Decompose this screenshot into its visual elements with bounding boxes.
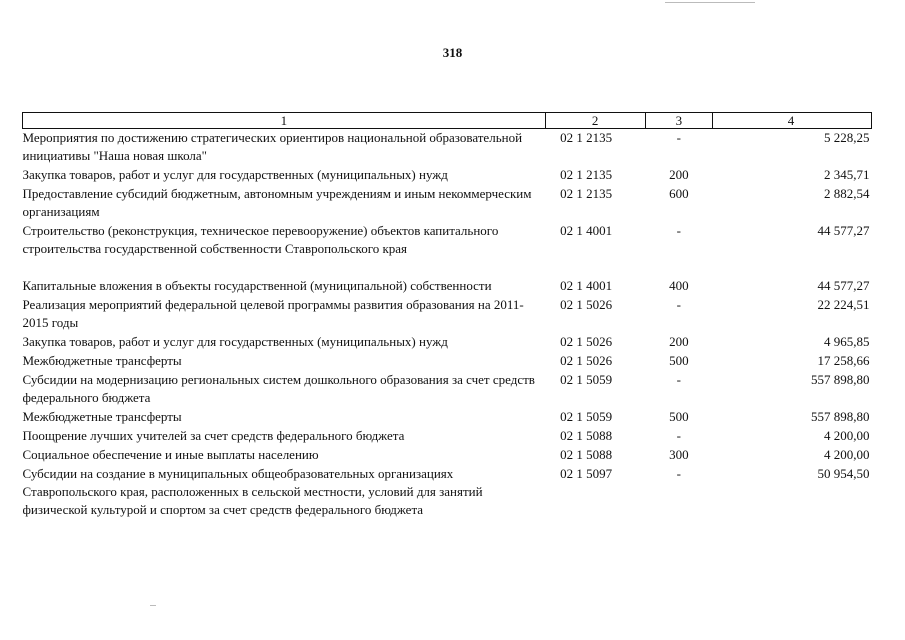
row-code: 02 1 5026 [560,334,613,349]
row-name: Предоставление субсидий бюджетным, автономным учреждениям и иным некоммерческим организациям [22,186,532,219]
row-code: 02 1 5088 [560,428,613,443]
row-sum: 4 200,00 [824,428,870,443]
header-col-2: 2 [545,113,645,129]
row-type: 300 [669,447,689,462]
table-row [23,296,872,333]
table-row [23,185,872,222]
table-body [23,129,872,521]
row-name: Закупка товаров, работ и услуг для государственных (муниципальных) нужд [22,334,448,349]
header-col-4: 4 [713,113,872,129]
row-type: 600 [669,186,689,201]
row-sum: 557 898,80 [811,372,870,387]
row-sum: 17 258,66 [817,353,870,368]
table-row [23,129,872,167]
row-code: 02 1 5059 [560,409,613,424]
table-row [23,222,872,277]
row-code: 02 1 5059 [560,372,613,387]
row-name: Субсидии на создание в муниципальных общеобразовательных организациях Ставропольского края, расположенных в сельской местности, условий для занятий физической культурой и спортом за счет средств федерального бюджета [22,466,483,517]
row-type: - [676,372,681,387]
row-code: 02 1 2135 [560,130,613,145]
page-number: 318 [442,45,463,60]
row-name: Мероприятия по достижению стратегических ориентиров национальной образовательной инициативы "Наша новая школа" [22,130,523,163]
table-row [23,408,872,427]
row-code: 02 1 5088 [560,447,613,462]
header-col-3: 3 [645,113,712,129]
row-type: - [676,466,681,481]
row-type: - [676,223,681,238]
table-row [23,333,872,352]
row-type: - [676,428,681,443]
row-code: 02 1 5026 [560,353,613,368]
row-type: 200 [669,167,689,182]
scan-artifact [150,605,156,606]
table-row [23,166,872,185]
row-name: Поощрение лучших учителей за счет средств федерального бюджета [22,428,405,443]
row-name: Субсидии на модернизацию региональных систем дошкольного образования за счет средств федерального бюджета [22,372,535,405]
row-code: 02 1 2135 [560,186,613,201]
table-row [23,446,872,465]
row-name: Межбюджетные трансферты [22,409,182,424]
row-code: 02 1 5097 [560,466,613,481]
row-name: Межбюджетные трансферты [22,353,182,368]
row-type: - [676,130,681,145]
row-sum: 4 965,85 [824,334,870,349]
row-name: Капитальные вложения в объекты государственной (муниципальной) собственности [22,278,492,293]
scan-artifact [665,2,755,3]
table-row [23,427,872,446]
row-name: Социальное обеспечение и иные выплаты населению [22,447,319,462]
table-row [23,465,872,520]
row-code: 02 1 2135 [560,167,613,182]
row-code: 02 1 5026 [560,297,613,312]
row-type: - [676,297,681,312]
row-name: Закупка товаров, работ и услуг для государственных (муниципальных) нужд [22,167,448,182]
row-name: Строительство (реконструкция, техническое перевооружение) объектов капитального строительства государственной собственности Ставропольского края [22,223,499,256]
header-col-1: 1 [23,113,546,129]
table-row [23,277,872,296]
row-sum: 44 577,27 [817,278,870,293]
row-code: 02 1 4001 [560,278,613,293]
table-row [23,352,872,371]
row-sum: 557 898,80 [811,409,870,424]
row-sum: 50 954,50 [817,466,870,481]
header-row [23,113,872,129]
table-header [23,113,872,129]
row-sum: 2 345,71 [824,167,870,182]
row-type: 500 [669,353,689,368]
row-name: Реализация мероприятий федеральной целевой программы развития образования на 2011-2015 годы [22,297,524,330]
row-sum: 5 228,25 [824,130,870,145]
row-sum: 22 224,51 [817,297,870,312]
row-sum: 2 882,54 [824,186,870,201]
budget-table [22,112,872,520]
row-type: 200 [669,334,689,349]
row-type: 400 [669,278,689,293]
row-type: 500 [669,409,689,424]
row-code: 02 1 4001 [560,223,613,238]
row-sum: 44 577,27 [817,223,870,238]
row-sum: 4 200,00 [824,447,870,462]
table-row [23,371,872,408]
